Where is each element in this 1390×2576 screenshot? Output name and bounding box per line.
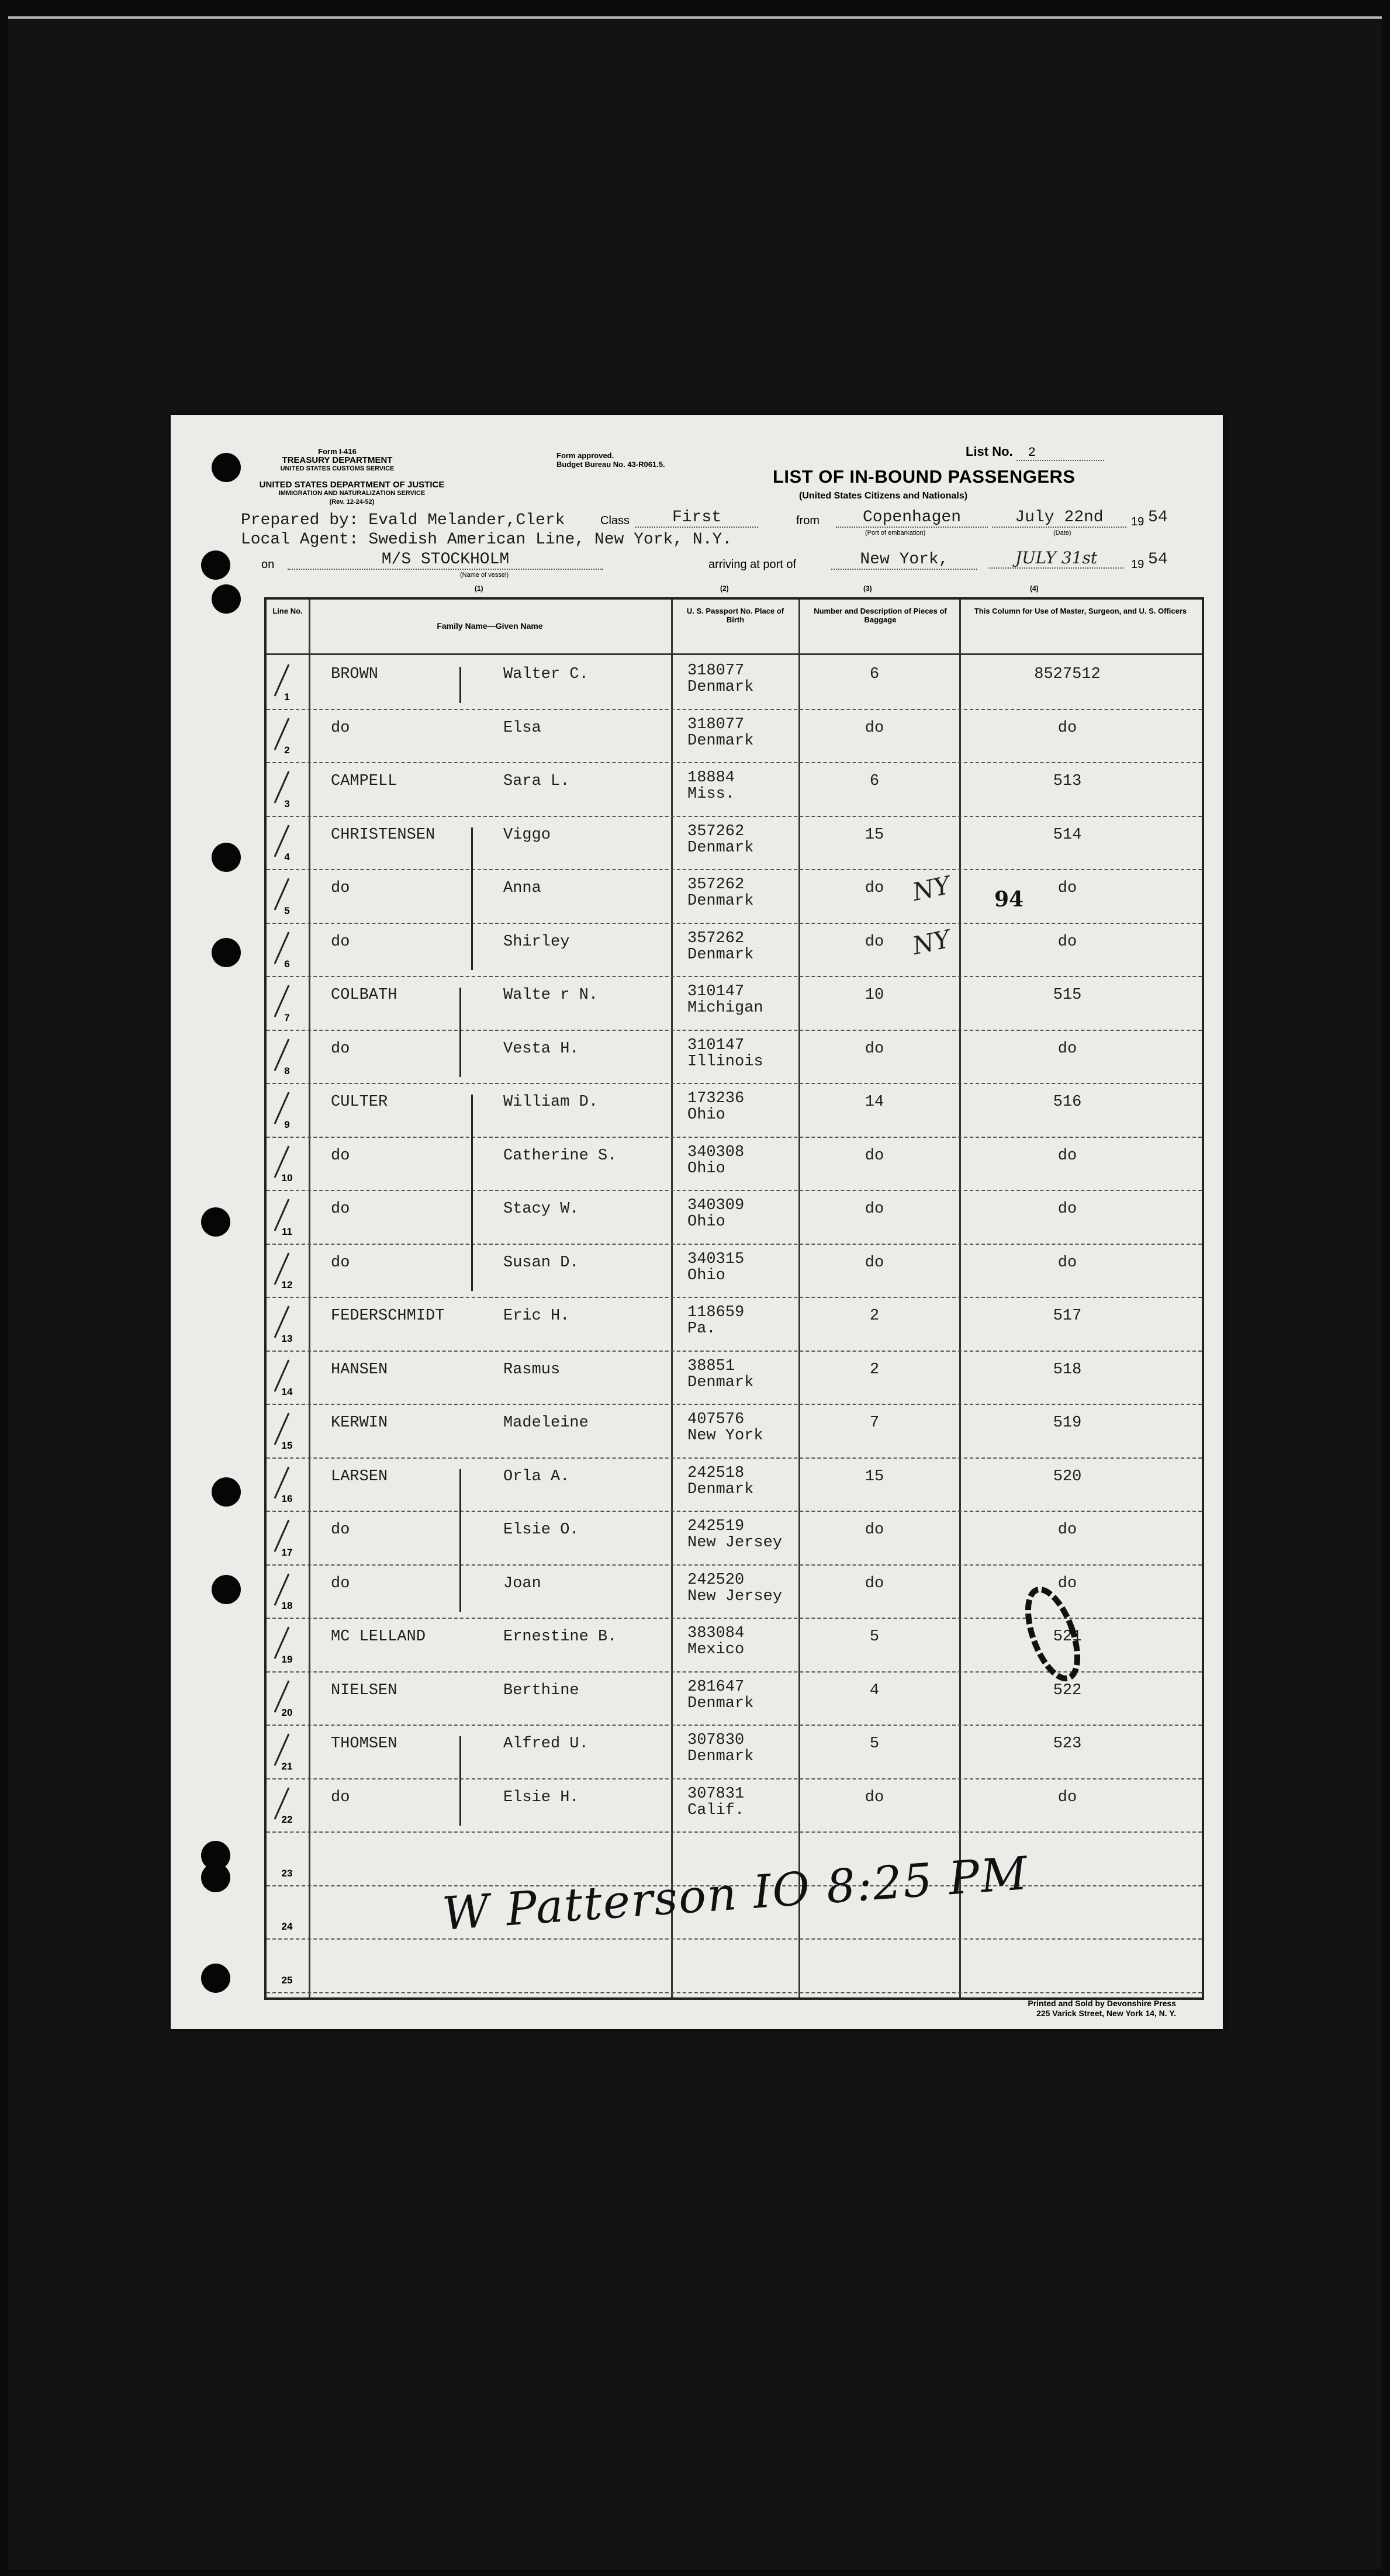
class-value: First xyxy=(635,508,758,528)
table-row xyxy=(267,655,1202,709)
place-of-birth: Ohio xyxy=(687,1159,725,1178)
local-agent: Local Agent: Swedish American Line, New York, N.Y. xyxy=(241,531,732,549)
passport-number: 357262 xyxy=(687,929,745,947)
family-name: do xyxy=(331,880,350,897)
embarkation-caption: (Port of embarkation) xyxy=(865,529,926,536)
table-row xyxy=(267,1511,1202,1564)
family-group-bracket xyxy=(471,827,473,971)
officer-entry: 8527512 xyxy=(1034,666,1101,683)
revision-date: (Rev. 12-24-52) xyxy=(329,498,375,505)
given-name: Madeleine xyxy=(503,1414,589,1432)
list-number xyxy=(966,444,1104,461)
check-tick-icon xyxy=(271,929,295,970)
table-row xyxy=(267,1244,1202,1297)
embarkation-port: Copenhagen xyxy=(836,508,988,528)
family-group-bracket xyxy=(471,1095,473,1291)
given-name: Viggo xyxy=(503,826,551,844)
year-prefix: 19 xyxy=(1131,515,1144,528)
header-line-no: Line No. xyxy=(272,607,303,615)
passenger-manifest-page xyxy=(171,415,1223,2029)
line-number: 15 xyxy=(281,1439,293,1451)
table-row xyxy=(267,869,1202,923)
line-number: 11 xyxy=(282,1225,292,1237)
check-tick-icon xyxy=(271,768,295,809)
baggage-count: 5 xyxy=(869,1628,880,1646)
passport-number: 242520 xyxy=(687,1571,745,1589)
check-tick-icon xyxy=(271,1036,295,1076)
baggage-count: do xyxy=(865,1040,884,1058)
list-value: 2 xyxy=(1016,445,1104,461)
place-of-birth: Denmark xyxy=(687,678,754,696)
printer-line-1: Printed and Sold by Devonshire Press xyxy=(1028,1999,1176,2008)
check-tick-icon xyxy=(271,1570,295,1611)
family-name: CULTER xyxy=(331,1093,388,1111)
check-tick-icon xyxy=(271,1623,295,1664)
place-of-birth: Denmark xyxy=(687,1480,754,1498)
ins-service: IMMIGRATION AND NATURALIZATION SERVICE xyxy=(278,490,426,497)
check-tick-icon xyxy=(271,1784,295,1825)
baggage-count: 15 xyxy=(865,1467,884,1486)
binder-hole xyxy=(201,1964,230,1993)
officer-entry: do xyxy=(1057,1147,1077,1165)
table-row xyxy=(267,923,1202,977)
officer-entry: 516 xyxy=(1053,1093,1082,1111)
col-index-1: (1) xyxy=(475,584,483,593)
officer-entry: do xyxy=(1057,1521,1077,1539)
given-name: Walte r N. xyxy=(503,986,599,1004)
given-name: Orla A. xyxy=(503,1467,570,1486)
line-number: 14 xyxy=(281,1386,293,1397)
check-tick-icon xyxy=(271,1463,295,1504)
place-of-birth: New Jersey xyxy=(687,1534,783,1552)
line-number: 13 xyxy=(281,1332,293,1344)
treasury-dept: TREASURY DEPARTMENT xyxy=(282,455,393,465)
header-name: Family Name—Given Name xyxy=(437,621,543,631)
col-index-2: (2) xyxy=(720,584,729,593)
arrival-year: 54 xyxy=(1148,550,1168,569)
passport-number: 318077 xyxy=(687,715,745,733)
vessel-name: M/S STOCKHOLM xyxy=(288,550,603,570)
binder-hole xyxy=(201,1863,230,1892)
line-number: 21 xyxy=(281,1760,293,1772)
class-label: Class xyxy=(600,514,630,527)
given-name: Joan xyxy=(503,1574,541,1592)
family-name: THOMSEN xyxy=(331,1735,397,1753)
officer-entry: do xyxy=(1057,719,1077,737)
officer-entry: do xyxy=(1057,1200,1077,1218)
officer-entry: 518 xyxy=(1053,1360,1082,1379)
passport-number: 18884 xyxy=(687,769,735,787)
passport-number: 383084 xyxy=(687,1625,745,1642)
line-number: 16 xyxy=(281,1493,293,1504)
justice-dept: UNITED STATES DEPARTMENT OF JUSTICE xyxy=(259,480,445,490)
line-number: 12 xyxy=(281,1279,293,1290)
officer-entry: 517 xyxy=(1053,1307,1082,1325)
family-name: do xyxy=(331,1254,350,1272)
family-name: HANSEN xyxy=(331,1360,388,1379)
family-name: do xyxy=(331,933,350,951)
family-name: do xyxy=(331,1040,350,1058)
officer-entry: do xyxy=(1057,1574,1077,1592)
place-of-birth: Denmark xyxy=(687,1748,754,1765)
given-name: William D. xyxy=(503,1093,599,1111)
place-of-birth: Pa. xyxy=(687,1320,716,1338)
given-name: Anna xyxy=(503,880,541,897)
family-name: do xyxy=(331,1521,350,1539)
place-of-birth: Ohio xyxy=(687,1106,725,1124)
baggage-count: 5 xyxy=(869,1735,880,1753)
given-name: Elsa xyxy=(503,719,541,737)
binder-hole xyxy=(212,1477,241,1507)
arrival-port: New York, xyxy=(831,550,977,570)
line-number: 19 xyxy=(281,1653,293,1665)
table-row xyxy=(267,1083,1202,1137)
ny-handwritten-mark: NY xyxy=(910,924,953,961)
passport-number: 118659 xyxy=(687,1304,745,1321)
binder-hole xyxy=(201,550,230,580)
family-group-bracket xyxy=(459,1736,461,1826)
place-of-birth: Miss. xyxy=(687,785,735,803)
line-number: 2 xyxy=(284,745,290,756)
row-divider xyxy=(267,1992,1202,1993)
given-name: Susan D. xyxy=(503,1254,579,1272)
check-tick-icon xyxy=(271,1249,295,1290)
binder-hole xyxy=(201,1207,230,1237)
passport-number: 340308 xyxy=(687,1143,745,1161)
form-approved: Form approved. xyxy=(556,451,614,460)
check-tick-icon xyxy=(271,1142,295,1183)
officer-entry: do xyxy=(1057,1254,1077,1272)
passport-number: 307830 xyxy=(687,1732,745,1749)
vessel-caption: (Name of vessel) xyxy=(460,572,509,579)
table-row xyxy=(267,1137,1202,1190)
col-index-3: (3) xyxy=(863,584,872,593)
given-name: Alfred U. xyxy=(503,1735,589,1753)
line-number: 3 xyxy=(284,798,290,809)
family-group-bracket xyxy=(459,1469,461,1612)
table-row xyxy=(267,816,1202,870)
family-name: do xyxy=(331,1788,350,1806)
printer-line-2: 225 Varick Street, New York 14, N. Y. xyxy=(1036,2009,1176,2018)
arrival-year-prefix: 19 xyxy=(1131,558,1144,571)
line-number: 17 xyxy=(281,1546,293,1558)
given-name: Shirley xyxy=(503,933,570,951)
arrival-date: JULY 31st xyxy=(989,548,1123,569)
check-tick-icon xyxy=(271,1516,295,1557)
check-tick-icon xyxy=(271,661,295,702)
baggage-count: do xyxy=(865,1200,884,1218)
table-row xyxy=(267,762,1202,816)
passport-number: 173236 xyxy=(687,1090,745,1107)
document-title: LIST OF IN-BOUND PASSENGERS xyxy=(773,466,1076,487)
check-tick-icon xyxy=(271,875,295,916)
on-label: on xyxy=(261,558,275,571)
check-tick-icon xyxy=(271,1730,295,1771)
header-baggage: Number and Description of Pieces of Baggage xyxy=(814,607,947,624)
ny-handwritten-mark: NY xyxy=(910,870,953,907)
officer-stamp-icon xyxy=(1021,1576,1085,1692)
place-of-birth: Illinois xyxy=(687,1052,763,1071)
binder-hole xyxy=(212,1575,241,1604)
line-number: 8 xyxy=(284,1065,290,1076)
table-row xyxy=(267,1457,1202,1511)
given-name: Elsie H. xyxy=(503,1788,579,1806)
departure-date: July 22nd xyxy=(992,508,1126,528)
binder-hole xyxy=(212,453,241,482)
officer-entry: 522 xyxy=(1053,1681,1082,1699)
check-tick-icon xyxy=(271,1196,295,1237)
baggage-count: 15 xyxy=(865,826,884,844)
table-row xyxy=(267,709,1202,763)
baggage-count: do xyxy=(865,933,884,951)
document-subtitle: (United States Citizens and Nationals) xyxy=(799,491,968,501)
family-name: FEDERSCHMIDT xyxy=(331,1307,445,1325)
binder-hole xyxy=(212,584,241,614)
col-index-4: (4) xyxy=(1030,584,1039,593)
passport-number: 357262 xyxy=(687,822,745,840)
line-number: 7 xyxy=(284,1012,290,1023)
given-name: Stacy W. xyxy=(503,1200,579,1218)
family-name: LARSEN xyxy=(331,1467,388,1486)
line-number: 1 xyxy=(284,691,290,702)
place-of-birth: Denmark xyxy=(687,892,754,910)
customs-service: UNITED STATES CUSTOMS SERVICE xyxy=(280,465,395,472)
place-of-birth: New Jersey xyxy=(687,1587,783,1605)
binder-hole xyxy=(212,938,241,967)
check-tick-icon xyxy=(271,1356,295,1397)
baggage-count: do xyxy=(865,1788,884,1806)
passport-number: 281647 xyxy=(687,1678,745,1696)
justice-block xyxy=(255,480,448,507)
baggage-count: 2 xyxy=(869,1307,880,1325)
passport-number: 310147 xyxy=(687,1036,745,1054)
baggage-count: do xyxy=(865,1147,884,1165)
given-name: Rasmus xyxy=(503,1360,561,1379)
family-group-bracket xyxy=(459,667,461,703)
passport-number: 307831 xyxy=(687,1785,745,1803)
check-tick-icon xyxy=(271,822,295,863)
passport-number: 407576 xyxy=(687,1411,745,1428)
baggage-count: 14 xyxy=(865,1093,884,1111)
place-of-birth: Michigan xyxy=(687,999,763,1017)
given-name: Berthine xyxy=(503,1681,579,1699)
form-number: Form I-416 xyxy=(318,447,357,456)
line-number: 24 xyxy=(281,1921,293,1932)
officer-entry: 520 xyxy=(1053,1467,1082,1486)
table-row xyxy=(267,1778,1202,1832)
prepared-by: Prepared by: Evald Melander,Clerk xyxy=(241,511,565,529)
baggage-count: do xyxy=(865,1254,884,1272)
family-name: KERWIN xyxy=(331,1414,388,1432)
passport-number: 357262 xyxy=(687,876,745,894)
check-tick-icon xyxy=(271,1089,295,1130)
officer-entry: 523 xyxy=(1053,1735,1082,1753)
line-number: 9 xyxy=(284,1119,290,1130)
officer-entry: do xyxy=(1057,1788,1077,1806)
table-row xyxy=(267,976,1202,1030)
table-row xyxy=(267,1297,1202,1351)
baggage-count: 10 xyxy=(865,986,884,1004)
check-tick-icon xyxy=(271,1410,295,1450)
baggage-count: do xyxy=(865,880,884,897)
family-name: CHRISTENSEN xyxy=(331,826,435,844)
officer-entry: 514 xyxy=(1053,826,1082,844)
header-officers: This Column for Use of Master, Surgeon, and U. S. Officers xyxy=(974,607,1187,615)
family-name: MC LELLAND xyxy=(331,1628,426,1646)
given-name: Walter C. xyxy=(503,666,589,683)
baggage-count: do xyxy=(865,1521,884,1539)
table-row xyxy=(267,1404,1202,1457)
passenger-table xyxy=(264,597,1204,2000)
departure-year: 54 xyxy=(1148,508,1168,527)
passport-number: 340309 xyxy=(687,1197,745,1214)
line-number: 20 xyxy=(281,1707,293,1718)
family-name: do xyxy=(331,719,350,737)
family-name: do xyxy=(331,1200,350,1218)
given-name: Eric H. xyxy=(503,1307,570,1325)
baggage-count: 7 xyxy=(869,1414,880,1432)
line-number: 4 xyxy=(284,851,290,863)
family-name: COLBATH xyxy=(331,986,397,1004)
date-caption: (Date) xyxy=(1053,529,1071,536)
passport-number: 242518 xyxy=(687,1464,745,1482)
place-of-birth: Ohio xyxy=(687,1213,725,1231)
baggage-count: 6 xyxy=(869,773,880,790)
family-name: CAMPELL xyxy=(331,773,397,790)
place-of-birth: New York xyxy=(687,1427,763,1445)
check-tick-icon xyxy=(271,1303,295,1344)
baggage-count: 2 xyxy=(869,1360,880,1379)
place-of-birth: Mexico xyxy=(687,1641,745,1659)
from-label: from xyxy=(796,514,820,527)
arriving-label: arriving at port of xyxy=(708,558,797,571)
line-number: 22 xyxy=(281,1814,293,1825)
officer-entry: do xyxy=(1057,880,1077,897)
family-name: do xyxy=(331,1574,350,1592)
table-row xyxy=(267,1938,1202,1992)
count-94-stamp: 94 xyxy=(994,887,1024,912)
check-tick-icon xyxy=(271,982,295,1023)
given-name: Sara L. xyxy=(503,773,570,790)
header-passport: U. S. Passport No. Place of Birth xyxy=(686,607,784,624)
check-tick-icon xyxy=(271,715,295,756)
printer-imprint xyxy=(1028,1999,1176,2018)
baggage-count: 6 xyxy=(869,666,880,683)
place-of-birth: Ohio xyxy=(687,1266,725,1284)
officer-entry: 521 xyxy=(1053,1628,1082,1646)
baggage-count: do xyxy=(865,719,884,737)
officer-entry: do xyxy=(1057,1040,1077,1058)
check-tick-icon xyxy=(271,1677,295,1718)
given-name: Vesta H. xyxy=(503,1040,579,1058)
binder-hole xyxy=(212,843,241,872)
line-number: 23 xyxy=(281,1867,293,1879)
passport-number: 340315 xyxy=(687,1250,745,1268)
line-number: 25 xyxy=(281,1974,293,1986)
officer-entry: 515 xyxy=(1053,986,1082,1004)
line-number: 10 xyxy=(281,1172,293,1183)
form-id-block xyxy=(258,447,416,473)
passport-number: 310147 xyxy=(687,983,745,1000)
passport-number: 318077 xyxy=(687,662,745,680)
table-row xyxy=(267,1725,1202,1778)
line-number: 5 xyxy=(284,905,290,916)
family-name: BROWN xyxy=(331,666,379,683)
place-of-birth: Denmark xyxy=(687,946,754,964)
table-row xyxy=(267,1190,1202,1244)
place-of-birth: Denmark xyxy=(687,839,754,857)
budget-bureau: Budget Bureau No. 43-R061.5. xyxy=(556,460,665,469)
inspector-signature: W Patterson IO 8:25 PM xyxy=(441,1847,1031,1941)
baggage-count: 4 xyxy=(869,1681,880,1699)
officer-entry: 519 xyxy=(1053,1414,1082,1432)
place-of-birth: Denmark xyxy=(687,1694,754,1712)
line-number: 18 xyxy=(281,1600,293,1611)
given-name: Elsie O. xyxy=(503,1521,579,1539)
family-name: do xyxy=(331,1147,350,1165)
family-name: NIELSEN xyxy=(331,1681,397,1699)
officer-entry: do xyxy=(1057,933,1077,951)
table-row xyxy=(267,1030,1202,1083)
approval-block xyxy=(556,451,665,469)
list-label: List No. xyxy=(966,444,1013,459)
passport-number: 242519 xyxy=(687,1518,745,1535)
given-name: Catherine S. xyxy=(503,1147,617,1165)
line-number: 6 xyxy=(284,958,290,970)
given-name: Ernestine B. xyxy=(503,1628,617,1646)
family-group-bracket xyxy=(459,988,461,1077)
passport-number: 38851 xyxy=(687,1357,735,1375)
place-of-birth: Calif. xyxy=(687,1801,745,1819)
place-of-birth: Denmark xyxy=(687,732,754,750)
baggage-count: do xyxy=(865,1574,884,1592)
table-row xyxy=(267,1351,1202,1404)
place-of-birth: Denmark xyxy=(687,1373,754,1391)
officer-entry: 513 xyxy=(1053,773,1082,790)
